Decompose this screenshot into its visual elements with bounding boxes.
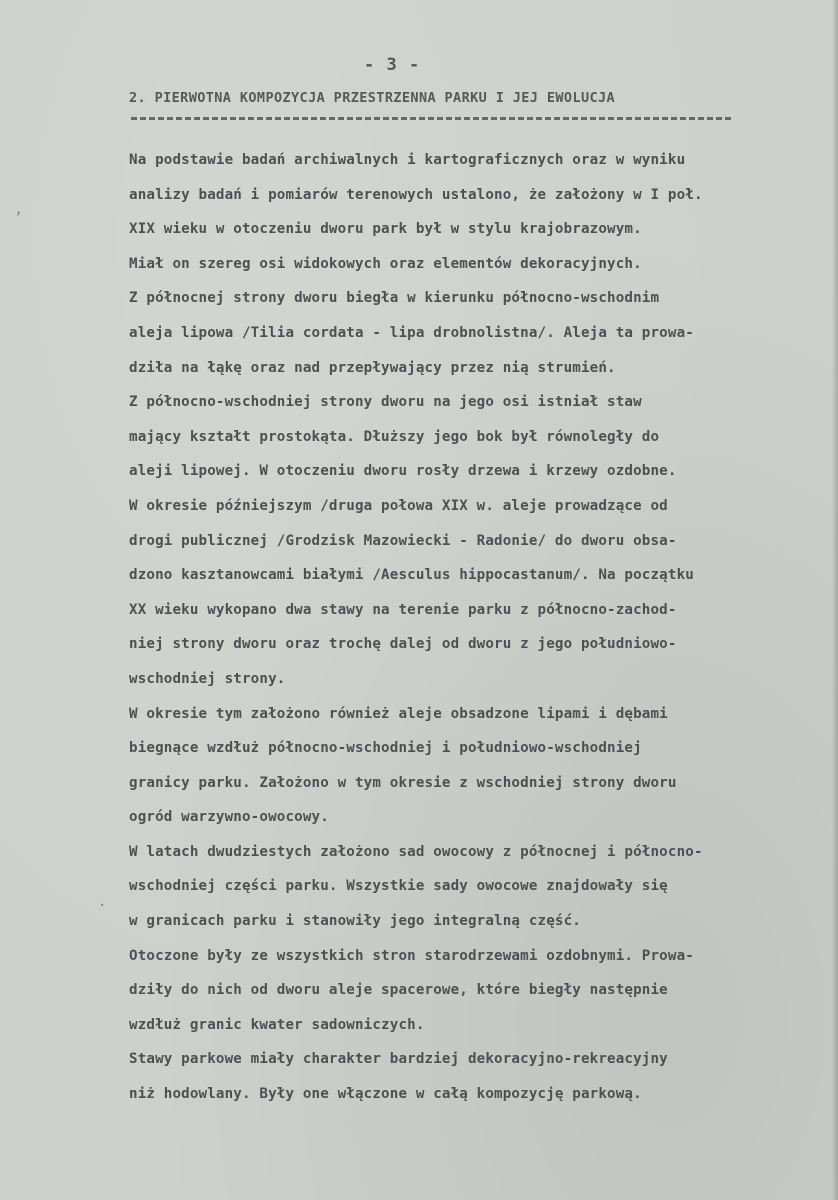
text-line: W okresie tym założono również aleje obsadzone lipami i dębami: [129, 705, 668, 722]
text-line: Z północno-wschodniej strony dworu na jego osi istniał staw: [129, 394, 642, 411]
page-number: - 3 -: [364, 55, 421, 75]
page-edge-shadow: [832, 0, 838, 1200]
text-line: aleja lipowa /Tilia cordata - lipa drobnolistna/. Aleja ta prowa-: [129, 324, 694, 341]
text-line: niż hodowlany. Były one włączone w całą kompozycję parkową.: [129, 1086, 642, 1103]
text-line: Stawy parkowe miały charakter bardziej dekoracyjno-rekreacyjny: [129, 1051, 668, 1068]
text-line: wzdłuż granic kwater sadowniczych.: [129, 1016, 425, 1033]
text-line: Otoczone były ze wszystkich stron starodrzewami ozdobnymi. Prowa-: [129, 947, 694, 964]
text-line: W latach dwudziestych założono sad owocowy z północnej i północno-: [129, 843, 703, 860]
text-line: ogród warzywno-owocowy.: [129, 809, 329, 826]
body-text: [129, 150, 829, 1119]
section-heading: 2. PIERWOTNA KOMPOZYCJA PRZESTRZENNA PARKU I JEJ EWOLUCJA: [129, 90, 616, 106]
text-line: Z północnej strony dworu biegła w kierunku północno-wschodnim: [129, 290, 660, 307]
text-line: biegnące wzdłuż północno-wschodniej i południowo-wschodniej: [129, 740, 642, 757]
text-line: Na podstawie badań archiwalnych i kartograficznych oraz w wyniku: [129, 152, 686, 168]
text-line: mający kształt prostokąta. Dłuższy jego bok był równoległy do: [129, 428, 660, 445]
text-line: wschodniej strony.: [129, 670, 286, 687]
text-line: XX wieku wykopano dwa stawy na terenie parku z północno-zachod-: [129, 601, 677, 618]
heading-underline: [131, 117, 731, 120]
text-line: W okresie późniejszym /druga połowa XIX w. aleje prowadzące od: [129, 497, 668, 514]
text-line: w granicach parku i stanowiły jego integralną część.: [129, 913, 581, 930]
text-line: Miał on szereg osi widokowych oraz elementów dekoracyjnych.: [129, 255, 642, 272]
text-line: niej strony dworu oraz trochę dalej od dworu z jego południowo-: [129, 636, 677, 653]
text-line: granicy parku. Założono w tym okresie z wschodniej strony dworu: [129, 774, 677, 791]
text-line: wschodniej części parku. Wszystkie sady owocowe znajdowały się: [129, 878, 668, 895]
text-line: drogi publicznej /Grodzisk Mazowiecki - Radonie/ do dworu obsa-: [129, 532, 677, 549]
paper-speck: ·: [98, 898, 107, 914]
text-line: dzono kasztanowcami białymi /Aesculus hippocastanum/. Na początku: [129, 567, 694, 584]
text-line: analizy badań i pomiarów terenowych ustalono, że założony w I poł.: [129, 186, 703, 203]
paper-speck: ʼ: [14, 210, 23, 226]
text-line: dziły do nich od dworu aleje spacerowe, które biegły następnie: [129, 982, 668, 999]
text-line: XIX wieku w otoczeniu dworu park był w stylu krajobrazowym.: [129, 221, 642, 238]
text-line: dziła na łąkę oraz nad przepływający przez nią strumień.: [129, 359, 616, 376]
text-line: aleji lipowej. W otoczeniu dworu rosły drzewa i krzewy ozdobne.: [129, 463, 677, 480]
